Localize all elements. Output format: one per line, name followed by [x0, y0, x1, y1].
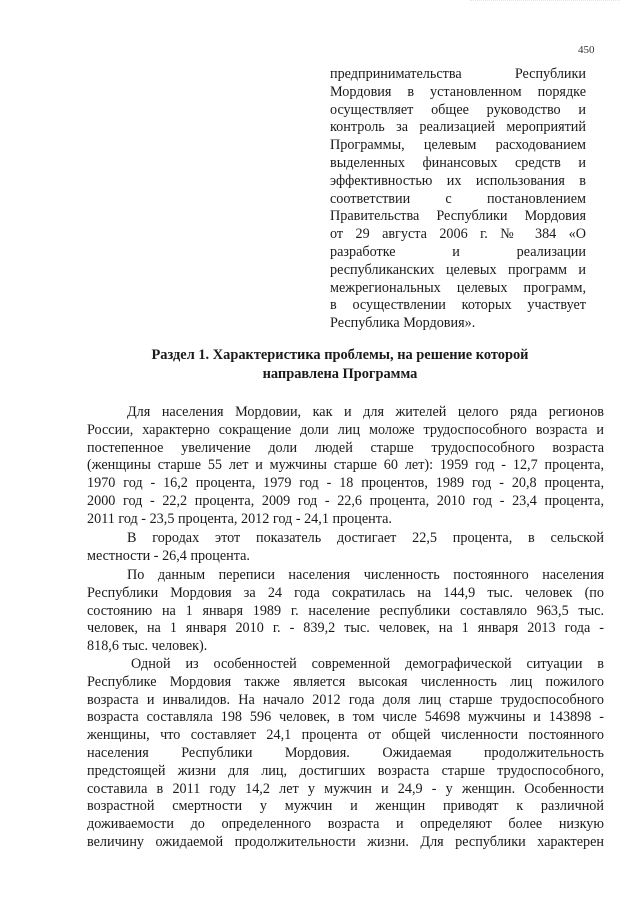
paragraph-urban-rural [87, 530, 604, 566]
text-line: населения Республики Мордовия. Ожидаемая продолжительность [87, 744, 604, 761]
paragraph-census [87, 567, 604, 656]
text-line: женщины, что составляет 24,1 процента от общей численности постоянного [87, 727, 604, 744]
text-line: Мордовия в установленном порядке [330, 83, 586, 100]
text-line: 2000 год - 22,2 процента, 2009 год - 22,6 процента, 2010 год - 23,4 процента, [87, 492, 604, 509]
text-line: величину ожидаемой продолжительности жизни. Для республики характерен [87, 833, 604, 850]
text-line: республиканских целевых программ и [330, 261, 586, 278]
text-line: местности - 26,4 процента. [87, 547, 250, 564]
text-line: в осуществлении которых участвует [330, 297, 586, 314]
text-line: В городах этот показатель достигает 22,5 процента, в сельской [127, 530, 604, 546]
section-heading [90, 346, 590, 384]
paragraph-demographics [87, 404, 604, 529]
scan-artifact [470, 0, 620, 11]
text-line: предпринимательства Республики [330, 66, 586, 82]
text-line: Правительства Республики Мордовия [330, 208, 586, 225]
text-line: предстоящей жизни для лиц, достигших возраста старше трудоспособного, [87, 762, 604, 779]
text-line: возраста составляла 198 596 человек, в том числе 54698 мужчины и 143898 - [87, 709, 604, 726]
text-line: контроль за реализацией мероприятий [330, 119, 586, 136]
text-line: составила в 2011 году 14,2 лет у мужчин и 24,9 - у женщин. Особенности [87, 780, 604, 797]
text-line: 818,6 тыс. человек). [87, 638, 208, 655]
text-line: 2011 год - 23,5 процента, 2012 год - 24,1 процента. [87, 510, 392, 527]
text-line: возрастной смертности у мужчин и женщин приводят к различной [87, 798, 604, 815]
heading-line: Раздел 1. Характеристика проблемы, на решение которой [151, 347, 529, 363]
text-line: состоянию на 1 января 1989 г. население республики составляло 963,5 тыс. [87, 602, 604, 619]
text-line: от 29 августа 2006 г. № 384 «О [330, 226, 586, 243]
text-line: (женщины старше 55 лет и мужчины старше 60 лет): 1959 год - 12,7 процента, [87, 457, 604, 474]
text-line: постепенное увеличение доли людей старше трудоспособного возраста [87, 439, 604, 456]
text-line: Республика Мордовия». [330, 315, 476, 332]
text-line: Программы, целевым расходованием [330, 137, 586, 154]
text-line: 1970 год - 16,2 процента, 1979 год - 18 процентов, 1989 год - 20,8 процента, [87, 475, 604, 492]
text-line: эффективностью их использования в [330, 172, 586, 189]
text-line: осуществляет общее руководство и [330, 101, 586, 118]
text-line: разработке и реализации [330, 243, 586, 260]
text-line: По данным переписи населения численность постоянного населения [127, 567, 604, 583]
text-line: человек, на 1 января 2010 г. - 839,2 тыс. человек, на 1 января 2013 года - [87, 620, 604, 637]
text-line: Одной из особенностей современной демографической ситуации в [131, 656, 604, 672]
text-line: Для населения Мордовии, как и для жителей целого ряда регионов [127, 404, 604, 420]
right-aligned-clause [330, 66, 586, 333]
text-line: выделенных финансовых средств и [330, 154, 586, 171]
text-line: Республики Мордовия за 24 года сократилась на 144,9 тыс. человек (по [87, 584, 604, 601]
text-line: Республике Мордовия также является высокая численность лиц пожилого [87, 673, 604, 690]
text-line: межрегиональных целевых программ, [330, 279, 586, 296]
text-line: возраста и инвалидов. На начало 2012 года доля лиц старше трудоспособного [87, 691, 604, 708]
text-line: доживаемости до определенного возраста и определяют более низкую [87, 816, 604, 833]
heading-line: направлена Программа [262, 366, 418, 382]
text-line: соответствии с постановлением [330, 190, 586, 207]
paragraph-elderly [87, 656, 604, 852]
text-line: России, характерно сокращение доли лиц моложе трудоспособного возраста и [87, 421, 604, 438]
page-number: 450 [578, 44, 595, 56]
